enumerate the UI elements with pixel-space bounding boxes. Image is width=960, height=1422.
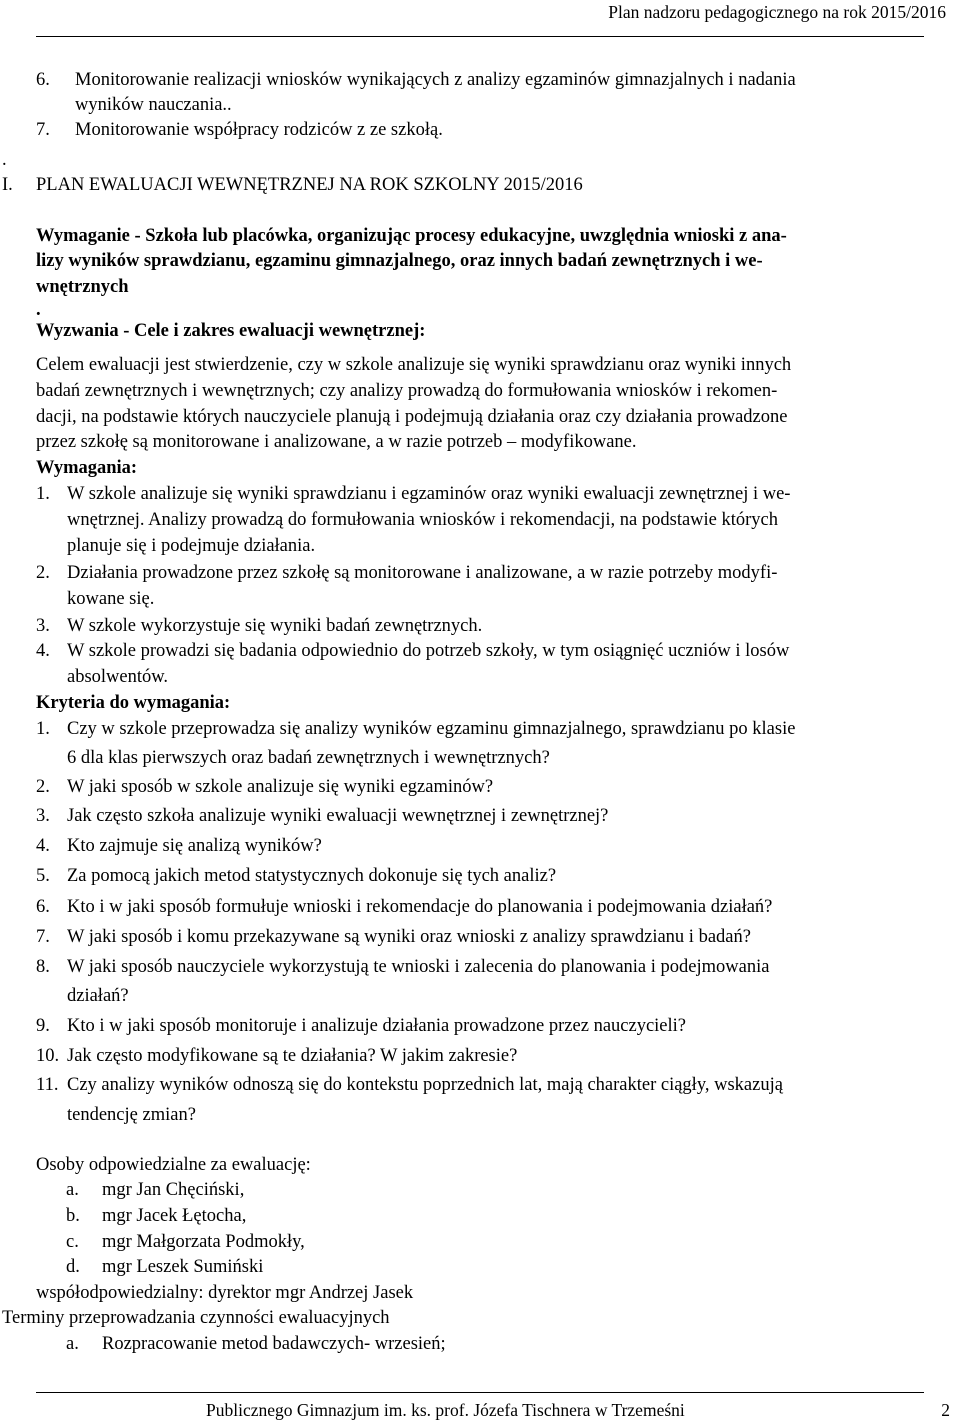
criteria-number: 7. bbox=[36, 927, 50, 947]
challenges-heading: Wyzwania - Cele i zakres ewaluacji wewnętrznej: bbox=[36, 321, 426, 341]
criteria-number: 1. bbox=[36, 719, 50, 739]
criteria-text: W jaki sposób i komu przekazywane są wyniki oraz wnioski z analizy sprawdzianu i badań? bbox=[67, 927, 751, 947]
requirement-number: 2. bbox=[36, 563, 50, 583]
requirement-text: wnętrznej. Analizy prowadzą do formułowania wniosków i rekomendacji, na podstawie których bbox=[67, 510, 779, 530]
requirement-text: planuje się i podejmuje działania. bbox=[67, 536, 316, 556]
person-name: mgr Leszek Sumiński bbox=[102, 1257, 264, 1277]
person-name: mgr Jan Chęciński, bbox=[102, 1180, 245, 1200]
section-title: PLAN EWALUACJI WEWNĘTRZNEJ NA ROK SZKOLNY 2015/2016 bbox=[36, 175, 583, 195]
person-name: mgr Jacek Łętocha, bbox=[102, 1206, 247, 1226]
schedule-letter: a. bbox=[66, 1334, 79, 1354]
criteria-number: 4. bbox=[36, 836, 50, 856]
footer-school: Publicznego Gimnazjum im. ks. prof. Józefa Tischnera w Trzemeśni bbox=[206, 1400, 685, 1420]
criteria-number: 6. bbox=[36, 897, 50, 917]
person-letter: b. bbox=[66, 1206, 80, 1226]
challenges-line: dacji, na podstawie których nauczyciele planują i podejmują działania oraz czy działania prowadzone bbox=[36, 407, 788, 427]
person-name: mgr Małgorzata Podmokły, bbox=[102, 1232, 305, 1252]
criteria-heading: Kryteria do wymagania: bbox=[36, 693, 231, 713]
criteria-text: Kto zajmuje się analizą wyników? bbox=[67, 836, 322, 856]
list-item-text: wyników nauczania.. bbox=[75, 95, 232, 115]
criteria-number: 11. bbox=[36, 1075, 59, 1095]
footer-rule bbox=[36, 1392, 924, 1393]
criteria-text: Za pomocą jakich metod statystycznych dokonuje się tych analiz? bbox=[67, 866, 557, 886]
list-item-text: Monitorowanie realizacji wniosków wynikających z analizy egzaminów gimnazjalnych i nadania bbox=[75, 70, 796, 90]
criteria-text: 6 dla klas pierwszych oraz badań zewnętrznych i wewnętrznych? bbox=[67, 748, 550, 768]
dot-separator: . bbox=[36, 300, 41, 320]
criteria-text: tendencję zmian? bbox=[67, 1105, 196, 1125]
schedule-heading: Terminy przeprowadzania czynności ewaluacyjnych bbox=[2, 1308, 390, 1328]
responsible-heading: Osoby odpowiedzialne za ewaluację: bbox=[36, 1155, 311, 1175]
requirement-text: W szkole analizuje się wyniki sprawdzianu i egzaminów oraz wyniki ewaluacji zewnętrznej i we- bbox=[67, 484, 791, 504]
person-letter: d. bbox=[66, 1257, 80, 1277]
requirement-number: 1. bbox=[36, 484, 50, 504]
header-rule bbox=[36, 36, 924, 37]
requirement-number: 4. bbox=[36, 641, 50, 661]
requirement-line: wnętrznych bbox=[36, 277, 129, 297]
criteria-number: 3. bbox=[36, 806, 50, 826]
person-letter: c. bbox=[66, 1232, 79, 1252]
criteria-text: Kto i w jaki sposób formułuje wnioski i rekomendacje do planowania i podejmowania działań? bbox=[67, 897, 773, 917]
criteria-text: Jak często modyfikowane są te działania? W jakim zakresie? bbox=[67, 1046, 518, 1066]
criteria-number: 5. bbox=[36, 866, 50, 886]
list-item-text: Monitorowanie współpracy rodziców z ze szkołą. bbox=[75, 120, 443, 140]
requirement-number: 3. bbox=[36, 616, 50, 636]
criteria-number: 2. bbox=[36, 777, 50, 797]
requirement-text: absolwentów. bbox=[67, 667, 169, 687]
section-number: I. bbox=[2, 175, 13, 195]
requirement-line: lizy wyników sprawdzianu, egzaminu gimnazjalnego, oraz innych badań zewnętrznych i we- bbox=[36, 251, 763, 271]
criteria-text: Jak często szkoła analizuje wyniki ewaluacji wewnętrznej i zewnętrznej? bbox=[67, 806, 609, 826]
criteria-number: 10. bbox=[36, 1046, 60, 1066]
requirement-text: Działania prowadzone przez szkołę są monitorowane i analizowane, a w razie potrzeby modyfi- bbox=[67, 563, 778, 583]
challenges-line: Celem ewaluacji jest stwierdzenie, czy w szkole analizuje się wyniki sprawdzianu oraz wyniki innych bbox=[36, 355, 792, 375]
criteria-text: W jaki sposób nauczyciele wykorzystują te wnioski i zalecenia do planowania i podejmowania bbox=[67, 957, 770, 977]
requirement-text: kowane się. bbox=[67, 589, 155, 609]
criteria-text: Czy w szkole przeprowadza się analizy wyników egzaminu gimnazjalnego, sprawdzianu po klasie bbox=[67, 719, 796, 739]
criteria-text: działań? bbox=[67, 986, 129, 1006]
challenges-line: przez szkołę są monitorowane i analizowane, a w razie potrzeb – modyfikowane. bbox=[36, 432, 637, 452]
co-responsible: współodpowiedzialny: dyrektor mgr Andrzej Jasek bbox=[36, 1283, 414, 1303]
list-item-number: 6. bbox=[36, 70, 50, 90]
requirement-text: W szkole prowadzi się badania odpowiednio do potrzeb szkoły, w tym osiągnięć uczniów i losów bbox=[67, 641, 790, 661]
criteria-number: 9. bbox=[36, 1016, 50, 1036]
criteria-text: Czy analizy wyników odnoszą się do kontekstu poprzednich lat, mają charakter ciągły, wskazują bbox=[67, 1075, 783, 1095]
requirement-text: W szkole wykorzystuje się wyniki badań zewnętrznych. bbox=[67, 616, 483, 636]
page-header-title: Plan nadzoru pedagogicznego na rok 2015/2016 bbox=[608, 2, 946, 22]
person-letter: a. bbox=[66, 1180, 79, 1200]
stray-dot: . bbox=[2, 150, 7, 170]
criteria-text: Kto i w jaki sposób monitoruje i analizuje działania prowadzone przez nauczycieli? bbox=[67, 1016, 687, 1036]
list-item-number: 7. bbox=[36, 120, 50, 140]
requirements-heading: Wymagania: bbox=[36, 458, 138, 478]
challenges-line: badań zewnętrznych i wewnętrznych; czy analizy prowadzą do formułowania wniosków i rekomen- bbox=[36, 381, 778, 401]
schedule-item-text: Rozpracowanie metod badawczych- wrzesień; bbox=[102, 1334, 446, 1354]
page-number: 2 bbox=[941, 1400, 950, 1420]
criteria-text: W jaki sposób w szkole analizuje się wyniki egzaminów? bbox=[67, 777, 494, 797]
criteria-number: 8. bbox=[36, 957, 50, 977]
requirement-line: Wymaganie - Szkoła lub placówka, organizując procesy edukacyjne, uwzględnia wnioski z ana- bbox=[36, 226, 787, 246]
